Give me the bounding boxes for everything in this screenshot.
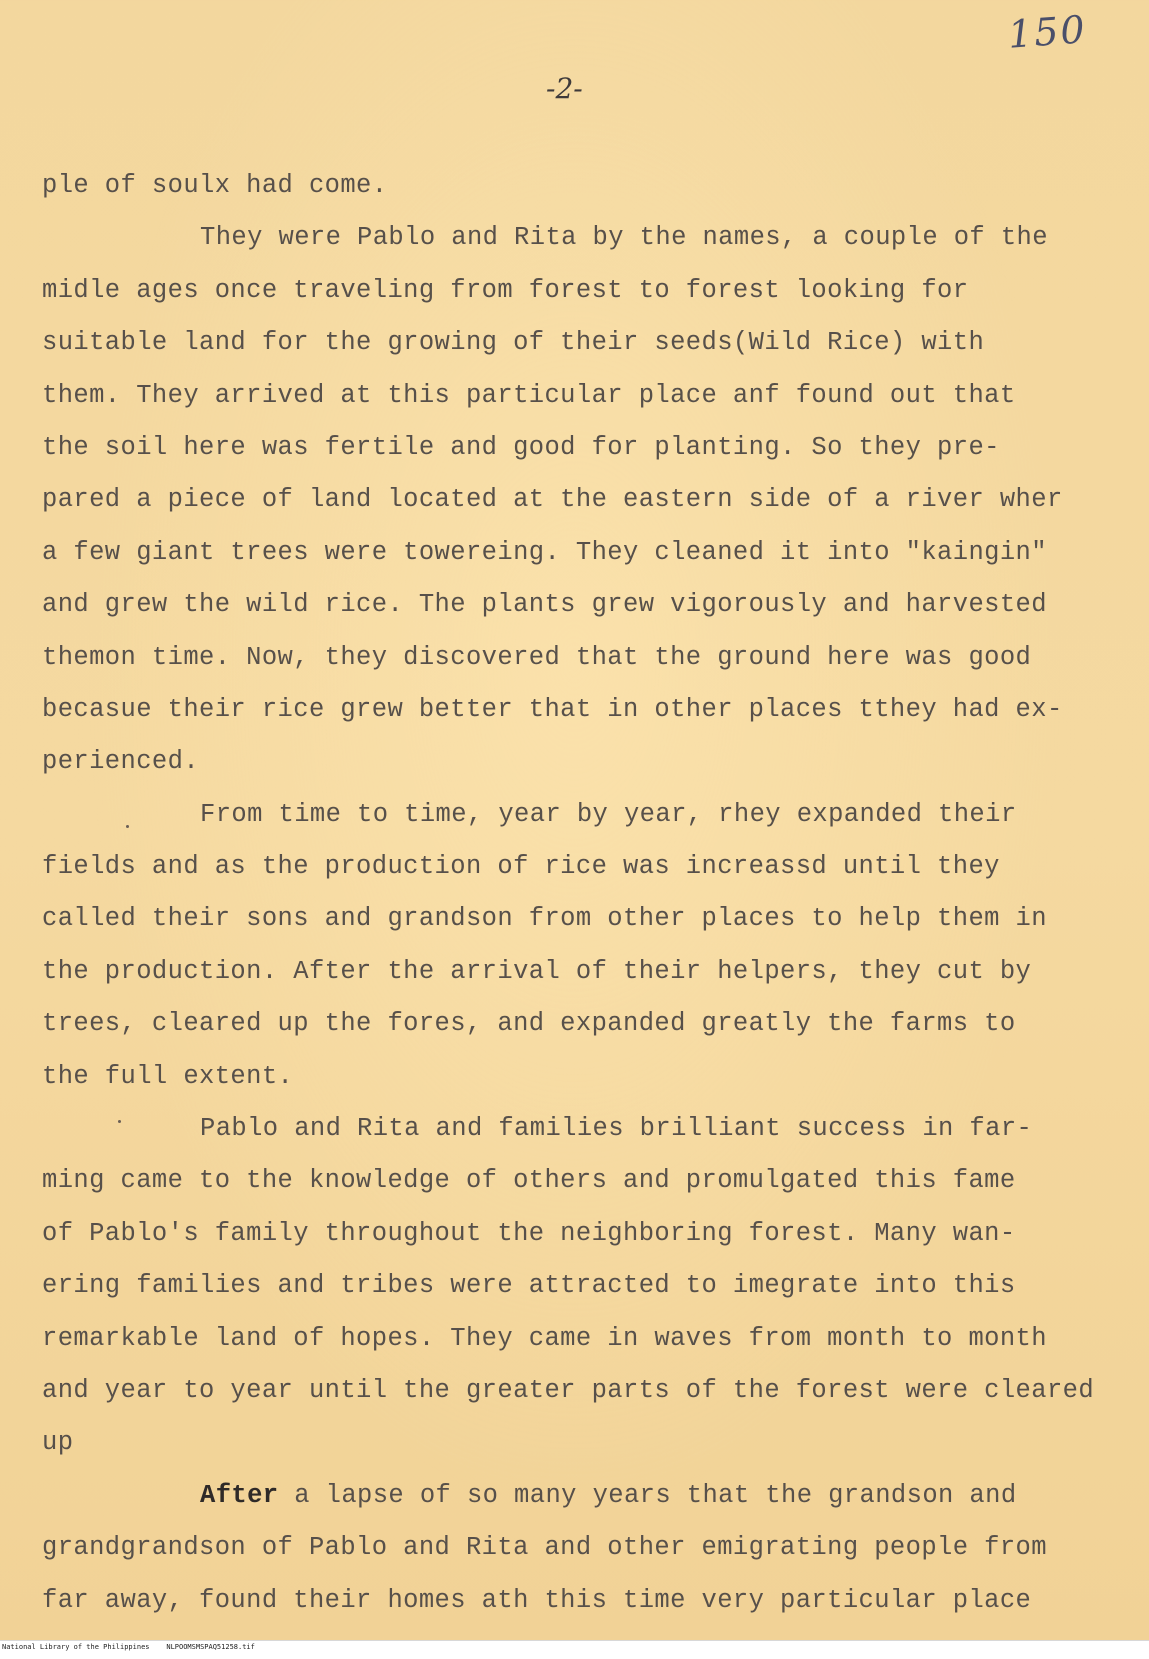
text-line: becasue their rice grew better that in other places tthey had ex- <box>42 694 1063 724</box>
ink-speck <box>118 1120 121 1123</box>
text-line: grandgrandson of Pablo and Rita and other emigrating people from <box>42 1533 1047 1563</box>
text-line: and year to year until the greater parts of the forest were cleared <box>42 1375 1095 1405</box>
text-line: a few giant trees were towereing. They cleaned it into "kaingin" <box>42 537 1047 567</box>
text-line: Pablo and Rita and families brilliant success in far- <box>200 1114 1033 1144</box>
text-line: the production. After the arrival of their helpers, they cut by <box>42 956 1032 986</box>
text-line: of Pablo's family throughout the neighboring forest. Many wan- <box>42 1218 1016 1248</box>
text-line: called their sons and grandson from other places to help them in <box>42 904 1047 934</box>
footer-text: National Library of the Philippines NLPOOMSMSPAQ51258.tif <box>2 1643 255 1651</box>
text-line <box>42 1470 1132 1522</box>
text-line: midle ages once traveling from forest to forest looking for <box>42 275 969 305</box>
text-line: ming came to the knowledge of others and promulgated this fame <box>42 1166 1016 1196</box>
scan-footer <box>0 1640 1149 1659</box>
text-line: and grew the wild rice. The plants grew vigorously and harvested <box>42 590 1047 620</box>
body-text <box>42 160 1132 1627</box>
text-line: up <box>42 1428 74 1458</box>
text-line: They were Pablo and Rita by the names, a couple of the <box>200 223 1048 253</box>
text-line: remarkable land of hopes. They came in waves from month to month <box>42 1323 1047 1353</box>
text-line: far away, found their homes ath this time very particular place <box>42 1585 1032 1615</box>
text-line: ple of soulx had come. <box>42 171 388 200</box>
text-line: perienced. <box>42 747 200 777</box>
page-number: -2- <box>546 72 583 105</box>
folio-number: 150 <box>1006 7 1088 57</box>
text-line: them. They arrived at this particular place anf found out that <box>42 380 1016 410</box>
text-line: trees, cleared up the fores, and expanded greatly the farms to <box>42 1009 1016 1039</box>
text-line: pared a piece of land located at the eastern side of a river wher <box>42 485 1063 515</box>
text-line: ering families and tribes were attracted to imegrate into this <box>42 1271 1016 1301</box>
text-line: From time to time, year by year, rhey expanded their <box>200 799 1017 829</box>
text-line: fields and as the production of rice was increassd until they <box>42 852 1000 882</box>
text-fragment: a lapse of so many years that the grandson and <box>278 1480 1017 1510</box>
ink-speck <box>126 825 129 828</box>
text-line: the full extent. <box>42 1061 294 1091</box>
text-line: suitable land for the growing of their seeds(Wild Rice) with <box>42 328 985 358</box>
text-line: the soil here was fertile and good for planting. So they pre- <box>42 432 1000 462</box>
bold-word: After <box>200 1480 279 1510</box>
text-line: themon time. Now, they discovered that the ground here was good <box>42 642 1032 672</box>
